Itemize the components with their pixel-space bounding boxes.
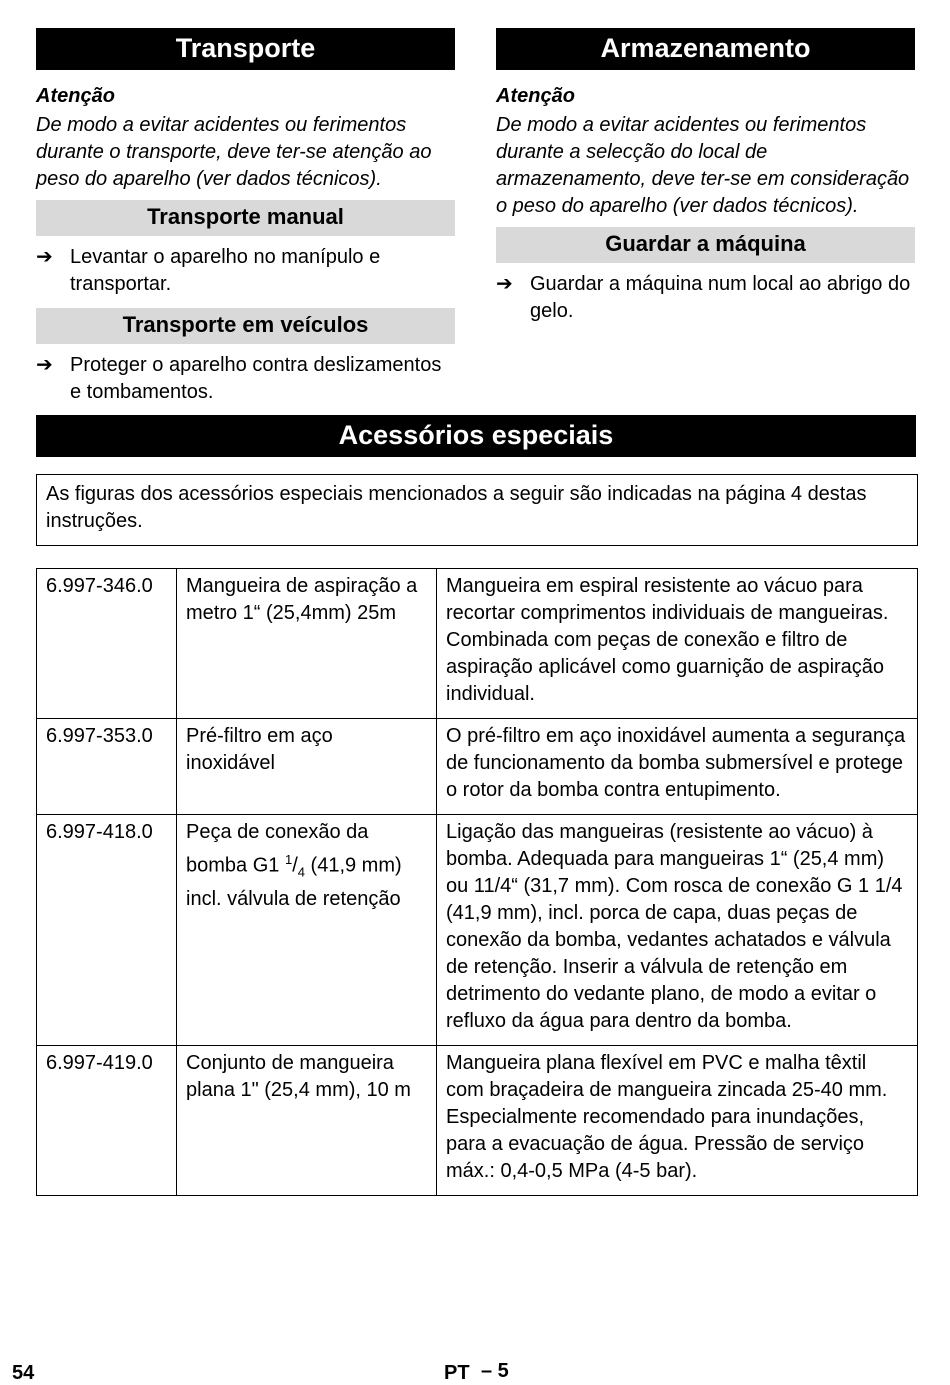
arrow-right-icon: ➔ [36, 246, 53, 268]
part-number: 6.997-346.0 [37, 569, 177, 719]
vehicle-transport-text: Proteger o aparelho contra deslizamentos e tombamentos. [70, 354, 442, 403]
part-description: Ligação das mangueiras (resistente ao vácuo) à bomba. Adequada para mangueiras 1“ (25,4 mm) ou 11/4“ (31,7 mm). Com rosca de conexão G 1 1/4 (41,9 mm), incl. porca de capa, duas peças de conexão da bomba, vedantes achatados e válvula de retenção. Inserir a válvula de retenção em detrimento do vedante plano, de modo a evitar o refluxo da água para dentro da bomba. [437, 815, 918, 1046]
vehicle-transport-heading: Transporte em veículos [36, 308, 455, 344]
table-row [37, 815, 918, 1046]
transport-heading: Transporte [36, 28, 455, 70]
store-machine-heading: Guardar a máquina [496, 227, 915, 263]
part-name: Peça de conexão da bomba G1 $^1/_4$ (41,9 mm) incl. válvula de retenção [177, 815, 437, 1046]
section-page-number: – 5 [481, 1360, 509, 1382]
part-number: 6.997-419.0 [37, 1046, 177, 1196]
transport-section [36, 28, 455, 406]
arrow-right-icon: ➔ [496, 273, 513, 295]
store-machine-text: Guardar a máquina num local ao abrigo do gelo. [530, 273, 911, 322]
storage-section [496, 28, 915, 325]
storage-attention-label: Atenção [496, 85, 575, 107]
storage-heading: Armazenamento [496, 28, 915, 70]
fraction-denominator: 4 [297, 864, 305, 880]
part-number: 6.997-418.0 [37, 815, 177, 1046]
arrow-right-icon: ➔ [36, 354, 53, 376]
part-description: Mangueira em espiral resistente ao vácuo para recortar comprimentos individuais de mangueiras. Combinada com peças de conexão e filtro de aspiração aplicável como guarnição de aspiração individual. [437, 569, 918, 719]
transport-attention-text: De modo a evitar acidentes ou ferimentos durante o transporte, deve ter-se atenção ao peso do aparelho (ver dados técnicos). [36, 114, 432, 190]
part-name: Mangueira de aspiração a metro 1“ (25,4mm) 25m [177, 569, 437, 719]
table-row [37, 719, 918, 815]
accessories-heading: Acessórios especiais [36, 415, 916, 457]
accessories-note: As figuras dos acessórios especiais mencionados a seguir são indicadas na página 4 destas instruções. [36, 474, 918, 546]
part-name-prefix: Peça de conexão da bomba G1 [186, 821, 369, 877]
part-description: Mangueira plana flexível em PVC e malha têxtil com braçadeira de mangueira zincada 25-40 mm. Especialmente recomendado para inundações, para a evacuação de água. Pressão de serviço máx.: 0,4-0,5 MPa (4-5 bar). [437, 1046, 918, 1196]
table-row [37, 1046, 918, 1196]
transport-attention-label: Atenção [36, 85, 115, 107]
fraction-numerator: 1 [284, 852, 293, 867]
language-code: PT [444, 1362, 470, 1384]
part-name-suffix: (41,9 mm) incl. válvula de retenção [186, 854, 402, 910]
manual-transport-bullet [36, 244, 455, 298]
manual-transport-heading: Transporte manual [36, 200, 455, 236]
store-machine-bullet [496, 271, 915, 325]
manual-transport-text: Levantar o aparelho no manípulo e transportar. [70, 246, 381, 295]
part-name: Pré-filtro em aço inoxidável [177, 719, 437, 815]
storage-attention-text: De modo a evitar acidentes ou ferimentos durante a selecção do local de armazenamento, deve ter-se em consideração o peso do aparelho (ver dados técnicos). [496, 114, 910, 217]
table-row [37, 569, 918, 719]
part-name: Conjunto de mangueira plana 1" (25,4 mm), 10 m [177, 1046, 437, 1196]
page-number: 54 [12, 1362, 35, 1384]
vehicle-transport-bullet [36, 352, 455, 406]
accessories-table [36, 568, 918, 1196]
part-description: O pré-filtro em aço inoxidável aumenta a segurança de funcionamento da bomba submersível e protege o rotor da bomba contra entupimento. [437, 719, 918, 815]
part-number: 6.997-353.0 [37, 719, 177, 815]
